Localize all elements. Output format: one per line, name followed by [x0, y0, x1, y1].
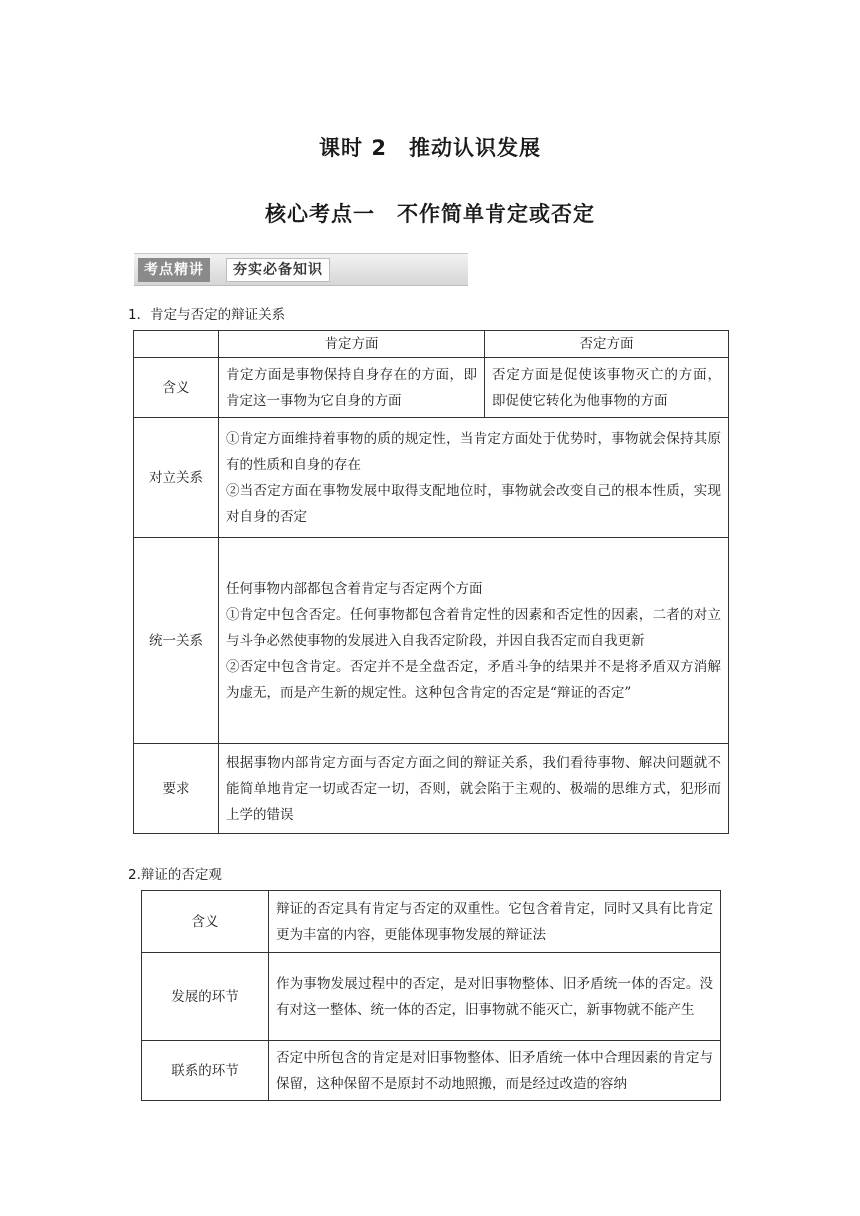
lesson-title: 课时 2 推动认识发展 — [319, 136, 541, 160]
row-label-requirement: 要求 — [134, 744, 219, 834]
section2-heading: 2.辩证的否定观 — [128, 867, 222, 883]
dialectical-negation-table — [141, 890, 721, 1101]
development-content: 作为事物发展过程中的否定，是对旧事物整体、旧矛盾统一体的否定。没有对这一整体、统一体的否定，旧事物就不能灭亡，新事物就不能产生 — [269, 953, 721, 1041]
row-label-meaning-2: 含义 — [142, 891, 269, 953]
table-row — [142, 1041, 721, 1101]
table-row — [142, 891, 721, 953]
opposition-line-1: ①肯定方面维持着事物的质的规定性，当肯定方面处于优势时，事物就会保持其原有的性质和自身的存在 — [226, 430, 721, 473]
header-positive: 肯定方面 — [219, 331, 485, 358]
unity-line-3: ②否定中包含肯定。否定并不是全盘否定，矛盾斗争的结果并不是将矛盾双方消解为虚无，而是产生新的规定性。这种包含肯定的否定是“辩证的否定” — [226, 658, 721, 701]
table-row — [142, 953, 721, 1041]
affirm-negate-table — [133, 330, 729, 834]
section1-heading: 1．肯定与否定的辩证关系 — [128, 307, 286, 323]
meaning-negative: 否定方面是促使该事物灭亡的方面，即促使它转化为他事物的方面 — [485, 358, 729, 418]
table-corner-cell — [134, 331, 219, 358]
table-header-row — [134, 331, 729, 358]
unity-line-1: 任何事物内部都包含着肯定与否定两个方面 — [226, 580, 483, 597]
opposition-content — [219, 418, 729, 538]
section-banner — [134, 253, 468, 286]
unity-content — [219, 538, 729, 744]
connection-content: 否定中所包含的肯定是对旧事物整体、旧矛盾统一体中合理因素的肯定与保留，这种保留不是原封不动地照搬，而是经过改造的容纳 — [269, 1041, 721, 1101]
unity-line-2: ①肯定中包含否定。任何事物都包含着肯定性的因素和否定性的因素，二者的对立与斗争必然使事物的发展进入自我否定阶段，并因自我否定而自我更新 — [226, 606, 721, 649]
opposition-line-2: ②当否定方面在事物发展中取得支配地位时，事物就会改变自己的根本性质，实现对自身的否定 — [226, 482, 721, 525]
table-row — [134, 744, 729, 834]
table-row — [134, 418, 729, 538]
banner-tag: 考点精讲 — [138, 258, 210, 282]
meaning-content-2: 辩证的否定具有肯定与否定的双重性。它包含着肯定，同时又具有比肯定更为丰富的内容，更能体现事物发展的辩证法 — [269, 891, 721, 953]
row-label-unity: 统一关系 — [134, 538, 219, 744]
header-negative: 否定方面 — [485, 331, 729, 358]
banner-subtitle: 夯实必备知识 — [226, 258, 330, 282]
core-point-title: 核心考点一 不作简单肯定或否定 — [265, 202, 595, 226]
row-label-opposition: 对立关系 — [134, 418, 219, 538]
row-label-development: 发展的环节 — [142, 953, 269, 1041]
requirement-content: 根据事物内部肯定方面与否定方面之间的辩证关系，我们看待事物、解决问题就不能简单地肯定一切或否定一切，否则，就会陷于主观的、极端的思维方式，犯形而上学的错误 — [219, 744, 729, 834]
row-label-connection: 联系的环节 — [142, 1041, 269, 1101]
row-label-meaning: 含义 — [134, 358, 219, 418]
table-row — [134, 538, 729, 744]
table-row — [134, 358, 729, 418]
meaning-positive: 肯定方面是事物保持自身存在的方面，即肯定这一事物为它自身的方面 — [219, 358, 485, 418]
